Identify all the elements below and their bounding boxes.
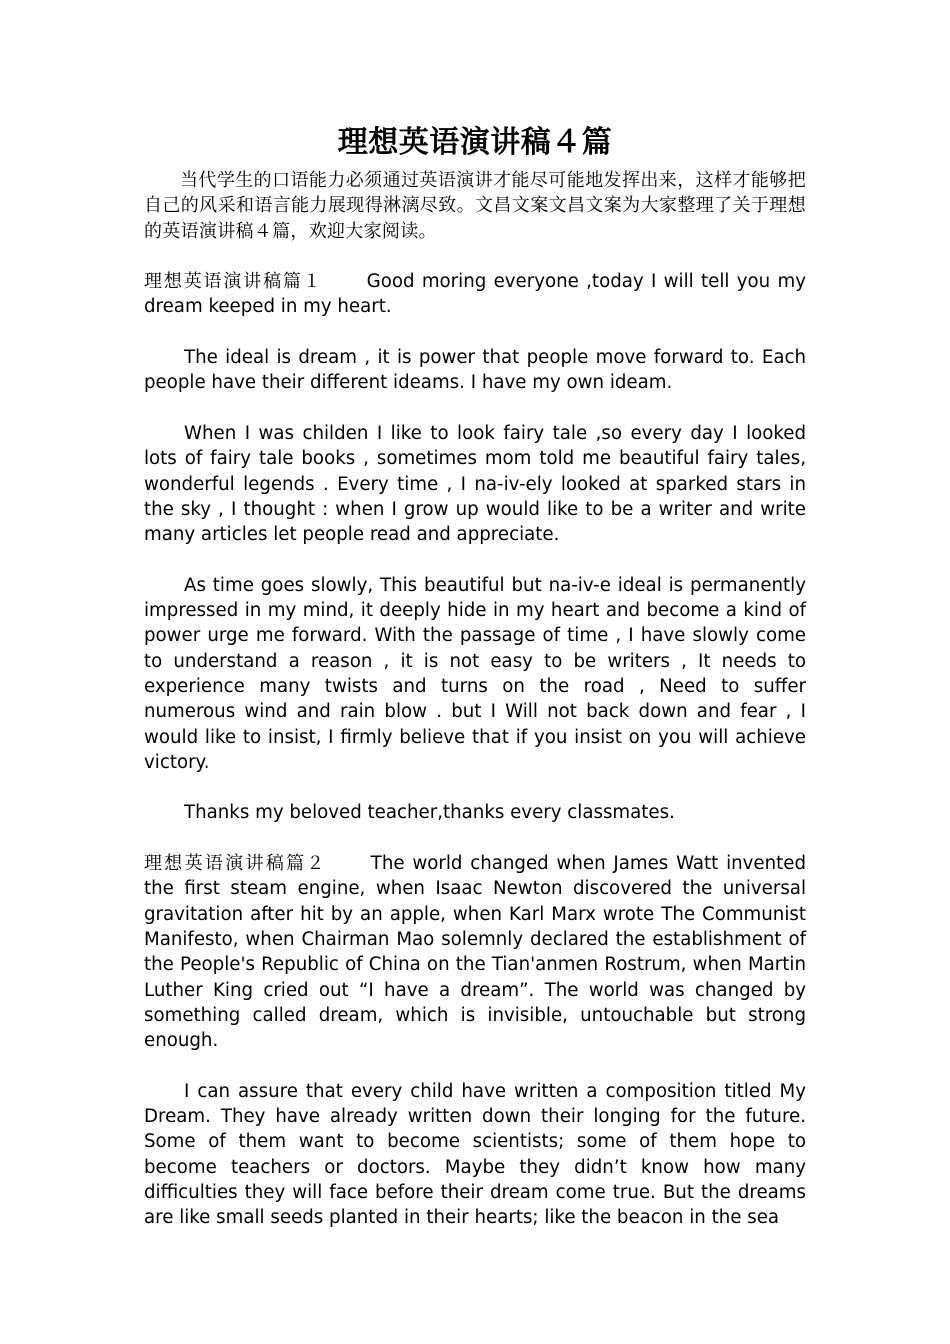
document-page [144, 118, 806, 1256]
speech1-opening-paragraph [144, 269, 806, 320]
speech2-heading: 理想英语演讲稿篇２ [144, 853, 327, 875]
speech1-paragraph-4: As time goes slowly, This beautiful but na-iv-e ideal is permanently impressed in my mind, it deeply hide in my heart and become a kind of power urge me forward. With the passage of time , I have slowly come to understand a reason , it is not easy to be writers , It needs to experience many twists and turns on the road , Need to suffer numerous wind and rain blow . but I Will not back down and fear , I would like to insist, I firmly believe that if you insist on you will achieve victory. [144, 574, 806, 773]
speech1-paragraph-3: When I was childen I like to look fairy tale ,so every day I looked lots of fairy tale books , sometimes mom told me beautiful fairy tales, wonderful legends . Every time , I na-iv-ely looked at sparked stars in the sky , I thought : when I grow up would like to be a writer and write many articles let people read and appreciate. [144, 422, 806, 546]
speech2-opening-text: The world changed when James Watt invented the first steam engine, when Isaac Newton discovered the universal gravitation after hit by an apple, when Karl Marx wrote The Communist Manifesto, when Chairman Mao solemnly declared the establishment of the People's Republic of China on the Tian'anmen Rostrum, when Martin Luther King cried out “I have a dream”. The world was changed by something called dream, which is invisible, untouchable but strong enough. [144, 853, 807, 1052]
speech1-paragraph-2: The ideal is dream , it is power that people move forward to. Each people have their different ideams. I have my own ideam. [144, 347, 806, 394]
speech1-opening-text: Good moring everyone ,today I will tell you my dream keeped in my heart. [144, 271, 806, 318]
speech2-opening-paragraph [144, 851, 806, 1053]
intro-paragraph: 当代学生的口语能力必须通过英语演讲才能尽可能地发挥出来，这样才能够把自己的风采和语言能力展现得淋漓尽致。文昌文案文昌文案为大家整理了关于理想的英语演讲稿４篇，欢迎大家阅读。 [144, 170, 806, 242]
speech1-paragraph-5: Thanks my beloved teacher,thanks every classmates. [184, 802, 675, 824]
document-title: 理想英语演讲稿４篇 [337, 125, 613, 160]
speech2-paragraph-2: I can assure that every child have written a composition titled My Dream. They have already written down their longing for the future. Some of them want to become scientists; some of them hope to become teachers or doctors. Maybe they didn’t know how many difficulties they will face before their dream come true. But the dreams are like small seeds planted in their hearts; like the beacon in the sea [144, 1080, 806, 1229]
speech1-heading: 理想英语演讲稿篇１ [144, 271, 323, 293]
